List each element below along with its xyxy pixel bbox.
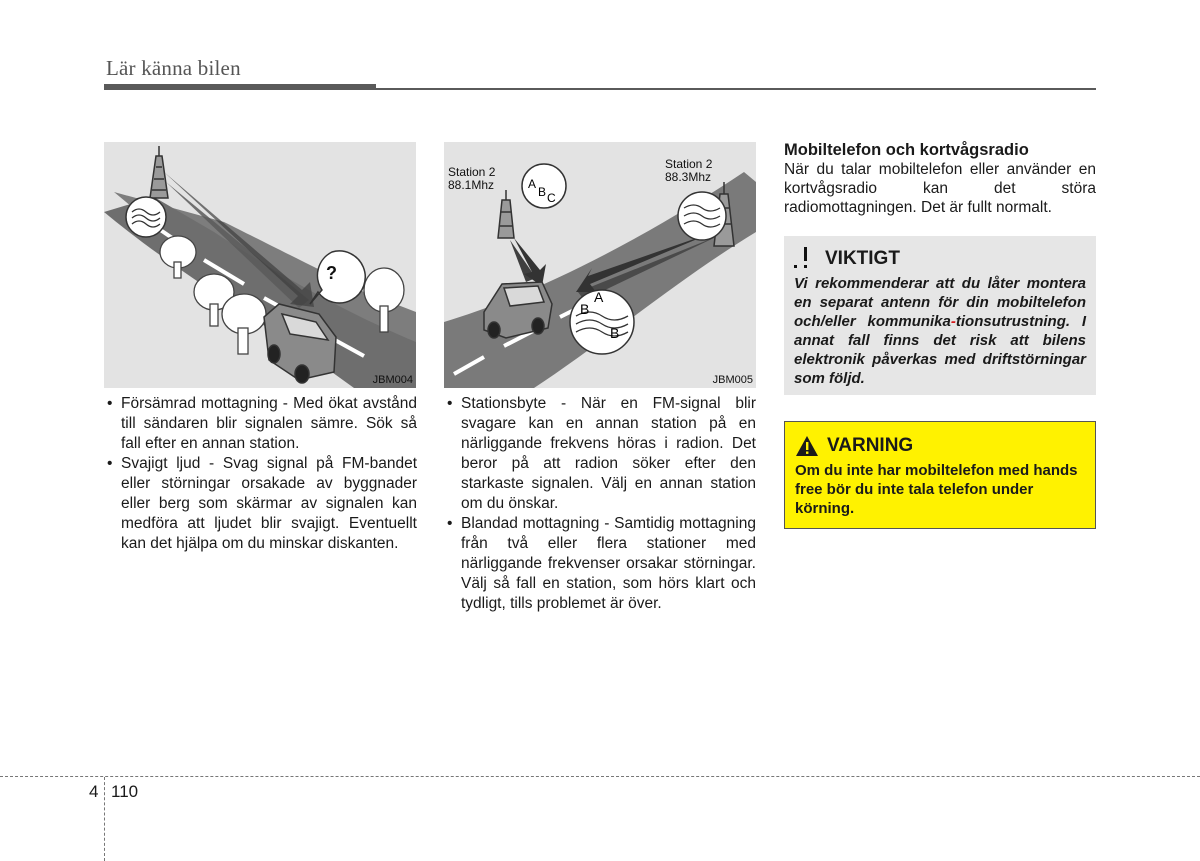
big-letter-a: A [594, 289, 604, 305]
letter-a: A [528, 177, 537, 191]
letter-c: C [547, 191, 556, 205]
big-letter-b2: B [610, 325, 620, 341]
section-title-mobile-phone: Mobiltelefon och kortvågsradio [784, 141, 1029, 159]
warning-box [784, 421, 1096, 529]
bullet-fluttering-sound: • Svajigt ljud - Svag signal på FM-bandet eller störningar orsakade av byggnader eller berg som skärmar av signalen kan medföra att ljudet blir svajigt. Eventuellt kan det hjälpa om du minskar diskanten. [104, 454, 417, 554]
bullet-weak-reception: • Försämrad mottagning - Med ökat avstånd till sändaren blir signalen sämre. Sök så fall efter en annan station. [104, 394, 417, 454]
warning-heading-label: VARNING [827, 435, 914, 456]
bullet-list-1 [104, 394, 417, 554]
important-body [794, 274, 1086, 388]
bullet-mixed-reception: • Blandad mottagning - Samtidig mottagning från två eller flera stationer med närliggande frekvenser orsakar störningar. Välj så fall en station, som hörs klart och tydligt, tills problemet är över. [444, 514, 756, 614]
station-left-name: Station 2 [448, 165, 496, 179]
figure-weak-reception [104, 142, 416, 388]
important-body-part1: Vi rekommenderar att du låter montera en separat antenn för din mobiltelefon och/eller kommunika [794, 275, 1086, 330]
column-1-text [104, 394, 417, 554]
bullet-list-2 [444, 394, 756, 614]
station-right-name: Station 2 [665, 157, 713, 171]
footer-dashed-rule [0, 776, 1200, 777]
column-2-text [444, 394, 756, 614]
important-heading-label: VIKTIGT [825, 248, 900, 269]
section-body-mobile-phone: När du talar mobiltelefon eller använder en kortvågsradio kan det störa radiomottagningen. Det är fullt normalt. [784, 161, 1096, 216]
important-notice-box [784, 236, 1096, 395]
warning-triangle-icon [795, 435, 819, 457]
exclamation-icon [794, 247, 816, 271]
important-hyphen: - [950, 313, 956, 330]
header-rule-thick [104, 84, 376, 90]
footer-vertical-dashed-rule [104, 777, 105, 861]
figure-station-change [444, 142, 756, 388]
weak-reception-illustration [104, 142, 416, 388]
important-heading [794, 244, 1086, 274]
station-left-freq: 88.1Mhz [448, 178, 495, 192]
question-mark: ? [326, 263, 337, 283]
station-left-label [448, 166, 495, 192]
chapter-number: 4 [89, 782, 99, 801]
warning-body: Om du inte har mobiltelefon med hands free bör du inte tala telefon under körning. [795, 462, 1078, 517]
big-letter-b: B [580, 301, 590, 317]
important-body-part2: tionsutrustning. I annat fall finns det risk att bilens elektronik påverkas med driftstörningar som följd. [794, 313, 1087, 387]
page-number: 110 [111, 782, 139, 801]
figure-code-jbm005: JBM005 [712, 374, 753, 386]
page-header-title: Lär känna bilen [106, 56, 241, 80]
station-right-label [665, 158, 712, 184]
warning-heading [795, 431, 1085, 461]
letter-b: B [538, 185, 547, 199]
header-rule-thin [376, 88, 1096, 90]
station-right-freq: 88.3Mhz [665, 170, 712, 184]
figure-code-jbm004: JBM004 [372, 374, 413, 386]
column-3-text [784, 140, 1096, 217]
bullet-station-change: • Stationsbyte - När en FM-signal blir svagare kan en annan station på en närliggande frekvens höras i radion. Det beror på att radion söker efter den starkaste signalen. Välj en annan station om du önskar. [444, 394, 756, 514]
